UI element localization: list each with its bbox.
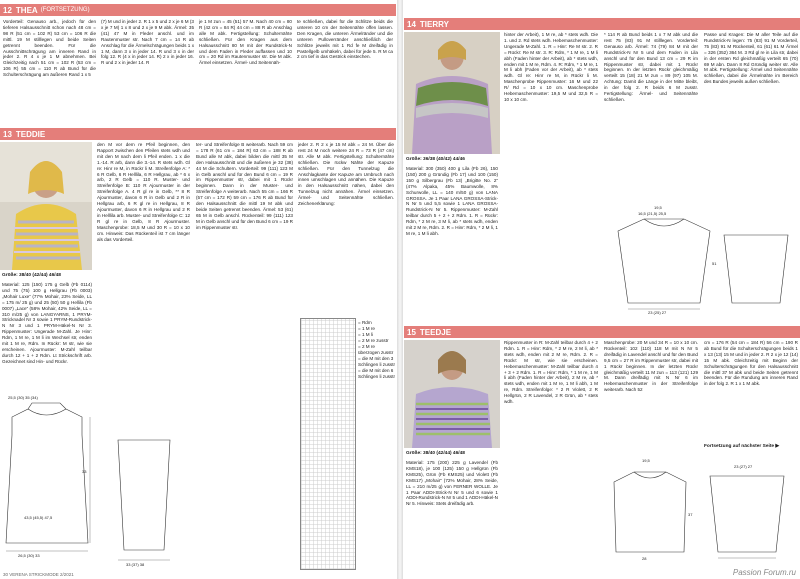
- teddie-number: 13: [3, 129, 12, 139]
- tierry-schematic-label-4: 23 (25) 27: [648, 310, 667, 315]
- legend-item-3: = 1 M li: [358, 332, 373, 337]
- teedje-schematic-label-2: 37: [688, 512, 693, 517]
- page-spine: [397, 0, 403, 579]
- teddie-sleeve-schematic: [98, 430, 190, 570]
- teedje-text-col-2: Rippenmuster in R: M-Zahl teilbar durch 4 + 2 Rdm. 1. R = Hinr: Rdm, * 2 M re, 2 M li, ab * stets wdh, enden mit 2 M re, Rdm. 2. R = Rückr: M str, wie sie erscheinen. Hebemaschenmuster: M-Zahl teilbar durch 4 + 3 + 2 Rdm. 1. R = Hinr: Rdm, * 1 M re, 1 M li abh (Faden hinter der Arbeit), 2 M re, ab * stets wdh, enden mit 1 M re, 1 M li abh, 1 M re, Rdm. Streifenfolge: * 2 R Violett, 2 R Hellgrün, 2 R Lavendel, 2 R Grün, ab * stets wdh.: [504, 340, 598, 405]
- tierry-photo: [404, 32, 500, 154]
- teddie-schematic-label-2: 33: [82, 469, 87, 474]
- teedje-photo: [404, 340, 500, 448]
- teedje-title: TEEDJE: [419, 327, 452, 337]
- tierry-size: Größe: 36/38 (40/42) 44/46: [406, 157, 465, 162]
- thea-text-col-4: te schließen, dabei für die Schlitze beids die unteren 10 cm der Seitennähte offen lassen. Den Kragen, die unteren Ärmelränder und die unteren Pulloverränder anschließlich der Schlitze jeweils mit 1 Rd fe M dreifädig in Pastellgelb umhäkeln, dabei für jede 5. R M ca 2 cm tief in das Gestrick einstechen.: [297, 19, 393, 60]
- thea-number: 12: [3, 5, 12, 15]
- thea-subtitle: (FORTSETZUNG): [40, 7, 90, 13]
- legend-item-7: = die M mit den 6 Schlingen li zusstr: [358, 368, 396, 379]
- teddie-schematic-label-1: 25,5 (30) 35 (34): [8, 395, 38, 400]
- teedje-number: 15: [407, 327, 416, 337]
- footer-left: 30 VERENA STRICKMODE 2/2021: [3, 572, 74, 577]
- legend-item-6: = die M mit den 3 Schlingen li zusstr: [358, 356, 396, 367]
- ajour-knit-chart: [300, 318, 356, 570]
- right-page: [404, 0, 800, 579]
- teddie-schematic-drawing: [2, 395, 94, 573]
- tierry-text-col-1: Material: 300 (350) 400 g Lila (Fb 26), 150 (150) 200 g Gründig (Fb 17) und 100 (150) 150 g Silbergrau (Fb 13) „Brigitte No. 2“ (47% Alpaka, 45% Baumwolle, 8% Schurwolle, LL = 140 m/50 g) von LANA GROSSA. Je 1 Paar LANA GROSSA-Strick-N Nr 5 und 5,5 sowie 1 LANA GROSSA-Rundstrick-N Nr 5. Rippenmuster: M-Zahl teilbar durch 5 + 2 + 2 Rdm. 1. R = Rückr: Rdm, * 2 M re, 3 M li, ab * stets wdh, enden mit 2 M re, Rdm. 2. R = Hinr: Rdm, * 2 M li, 1 M re, 1 M li abh.: [406, 166, 498, 236]
- teddie-header: [0, 128, 396, 140]
- watermark: Passion Forum.ru: [732, 568, 796, 577]
- teddie-title: TEDDIE: [15, 129, 46, 139]
- teddie-photo: [0, 142, 92, 270]
- legend-item-5: = 2 M re überzogen zusstr: [358, 344, 394, 355]
- legend-item-4: = 2 M re zusstr: [358, 338, 389, 343]
- teedje-text-col-4: cm = 176 R (54 cm = 184 R) 56 cm = 190 R ab Bund für die Schulterschrägungen beids 1 x 13 (13) 15 M und in jeder 2. R 2 x je 12 (14) 15 M abk. Gleichzeitig mit Beginn der Schulterschrägungen für den Halsausschnitt die mittl 37 M abk und beide Seiten getrennt beenden. Für die Rundung am inneren Rand in der folg 2. R 1 x 1 M abk.: [704, 340, 798, 387]
- teddie-sleeve-drawing: [98, 430, 190, 570]
- tierry-text-col-2: hinter der Arbeit), 1 M re, ab * stets wdh. Die 1. und 2. Rd stets wdh. Hebemaschenmuster: Ungerade M-Zahl. 1. R = Hinr: Re M str. 2. R = Rückr: Re M str. 3. R: Rdm, * 1 M re, 1 M li abh (Faden hinter der Arbeit), ab * stets wdh, enden mit 1 M re, Rdm. 4. R: Rdm, * 1 M re, 1 M li abh (Faden vor der Arbeit), ab * stets wdh. Gl re: Hinr re M, in Rückr li M. Maschenprobe Rippenmuster: 16 M und 22 R/ Rd = 10 x 10 cm. Maschenprobe Hebemaschenmuster: 19,5 M und 32,5 R = 10 x 10 cm.: [504, 32, 598, 102]
- tierry-schematic: [604, 205, 796, 317]
- left-page: [0, 0, 396, 579]
- teedje-header: [404, 326, 800, 338]
- thea-text-col-1: Vorderteil: Genauso arb., jedoch für den tieferen Halsausschnitt schon nach 48 cm = 98 R (51 cm = 102 R) 53 cm = 106 R die mittl. 19 M stilllegen und beide Seiten getrennt beenden. Für die Ausschnittschrägung am inneren Rand in jeder 2. R 4 x je 1 M abnehmen. Bei Gleichzeitig nach 51 cm = 102 R (53 cm = 106 R) 55 cm = 110 R ab Bund für die Schulterschrägung am äußeren Rand 1 x 5: [3, 19, 96, 78]
- teedje-schematic-label-3: 23 (27) 27: [734, 464, 753, 469]
- tierry-header: [404, 18, 800, 30]
- teedje-text-col-3: Maschenprobe: 20 M und 34 R = 10 x 10 cm. Rückenteil: 102 (110) 118 M mit N Nr 5 dreifädig in Lavendel anschl und für den Bund 9,5 cm = 27 R im Rippenmuster str, dabei mit 1 Rückr beginnen. In der letzten Rückr gleichmäßig verteilt 11 M zun = 113 (121) 129 M. Dann dreifädig mit N Nr 6 im Hebemaschenmuster in der Streifenfolge weiterarb. Nach 52: [604, 340, 698, 393]
- tierry-schematic-label-3: 51: [712, 261, 717, 266]
- thea-title: THEA: [15, 5, 38, 15]
- tierry-title: TIERRY: [419, 19, 449, 29]
- teddie-size: Größe: 38/40 (42/44) 46/48: [2, 273, 61, 278]
- teddie-photo-illustration: [0, 142, 92, 270]
- teedje-schematic-label-4: 28: [642, 556, 647, 561]
- teddie-schematic-label-3: 43,5 (45,5) 47,5: [24, 515, 53, 520]
- tierry-schematic-drawing: [604, 205, 796, 317]
- tierry-text-col-3: * 114 R ab Bund beids 1 x 7 M abk und die rest 75 (83) 91 M stilllegen. Vorderteil: Genauso arb. Ärmel: 74 (79) 84 M mit der Rundstrick-N Nr 5 und dem Faden in Lila anschl und für den Bund 13 cm = 29 R im Rippenmuster str, dabei mit 1 Rückr beginnen. In der letzten Rückr gleichmäßig verteilt 15 (18) 21 M zun = 89 (97) 105 M. Achtung: Damit die Länge in der Mitte bleibt, in der folg 2. R beids 6 M zusstr. Fertigstellung: Ärmel- und Seitennähte schließen.: [604, 32, 698, 102]
- tierry-photo-illustration: [404, 32, 500, 154]
- teddie-text-col-3: ter- und Streifenfolge B weiterarb. Nach 59 cm = 178 R (61 cm = 184 R) 63 cm = 188 R ab Bund alle M abk, dabei bilden die mittl 35 M den Halsausschnitt und die äußeren je 32 (38) 44 M die Schultern. Vorderteil: 99 (111) 123 M in Gelb anschl und für den Bund 6 cm = 19 R im Rippenmuster str, dabei mit 1 Rückr beginnen. Dann in der Muster- und Streifenfolge A weiterarb. Nach 55 cm = 166 R (57 cm = 172 R) 59 cm = 176 R ab Bund für den Halsausschnitt die mittl 19 M abk und beide Seiten getrennt beenden. Ärmel: 53 (61) 65 M in Gelb anschl. Rückenteil: 99 (111) 123 M in Gelb anschl und für den Bund 6 cm = 19 R im Rippenmuster str.: [196, 142, 293, 230]
- teedje-continue-note: Fortsetzung auf nächster Seite ▶: [704, 444, 780, 449]
- teddie-text-col-1: Material: 125 (150) 175 g Gelb (Fb 0114) und 75 (75) 100 g Hellgrau (Fb 0003) „Mohair Luxe“ (77% Mohair, 23% Seide, LL = 175 m/ 25 g) und 25 (50) 50 g Hellila (Fb 0007) „Lace“ (58% Mohair, 42% Seide, LL = 310 m/25 g) von LANGYARNS, 1 PRYM-Stricknadel Nr 3 sowie 1 PRYM-Rundstrick-N Nr 3 und 1 PRYM-Häkel-N Nr 3. Rippenmuster: Ungerade M-Zahl. Je Hinr: Rdm, 1 M re, 1 M li im Wechsel str, enden mit 1 M re, Rdm. In Rückr: M str, wie sie erscheinen. Ajourmuster: M-Zahl teilbar durch 12 + 1 + 2 Rdm. Lt Strickschrift arb. Gezeichnet sind Hin- und Rückr.: [2, 282, 92, 364]
- teedje-schematic-drawing: [604, 452, 796, 570]
- thea-text-col-2: (7) M und in jeder 2. R 1 x 5 und 2 x je 6 M (3 x je 7 M) 1 x 8 und 2 x je 9 M abk. Ärmel: 35 (41) 47 M in Fleder anschl. und im Rautenmuster str. Nach 7 cm = 14 R ab Anschlag für die Ärmelschrägungen beids 1 x 1 M, dann 3 x in jeder 14. R und 3 x in der folg 12. R (4 x in jeder 14. R) 2 x in jeder 16. R und 2 x in jeder 14. R: [101, 19, 194, 66]
- tierry-schematic-label-2: 16,5 (21,5) 25,5: [638, 211, 667, 216]
- tierry-schematic-label-1: 19,5: [654, 205, 662, 210]
- tierry-number: 14: [407, 19, 416, 29]
- legend-item-2: = 1 M re: [358, 326, 375, 331]
- chart-legend: [358, 320, 396, 380]
- teddie-schematic: [2, 395, 94, 573]
- teedje-schematic-label-1: 19,5: [642, 458, 650, 463]
- thea-header: [0, 4, 396, 16]
- tierry-text-col-4: Passe und Kragen: Die M aller Teile auf die Rundstrick-N legen: 75 (83) 91 M Vorderteil, 75 (83) 91 M Rückenteil, 61 (61) 61 M Ärmel = 326 (352) 364 M. 3 Rd gl re in Lila str, dabei in der ersten Rd gleichmäßig verteilt 65 (70) 69 M abn. Dann 8 Rd Gründig weiter str. Alle M abk. Fertigstellung: Ärmel und Seitennähte schließen, dabei die Ärmelnähte im Bereich des Bundes jeweils außen schließen.: [704, 32, 798, 85]
- teedje-text-col-1: Material: 175 (200) 225 g Lavendel (Fb KMS18), je 100 (125) 150 g Hellgrün (Fb KMS25), Grün (Fb KMS25) und Violett (Fb KMS17) „Mohair“ (72% Mohair, 28% Seide, LL = 210 m/25 g) von FERNER WOLLE. Je 1 Paar ADDI-Strick-N Nr 5 und 6 sowie 1 ADDI-Rundstrick-N Nr 5 und 1 ADDI-Häkel-N Nr 5. Hinweis: Stets dreifädig arb.: [406, 460, 498, 507]
- legend-item-1: = Rdm: [358, 320, 372, 325]
- teddie-text-col-2: den M vor dem re Pfeil beginnen, den Rapport zwischen den Pfeilen stets wdh und mit den M nach dem li Pfeil enden. 1 x die 1.-14. R arb, dann die 3.-14. R stets wdh. Gl re: Hinr re M, in Rückr li M. Streifenfolge A: * 6 R Gelb, 6 R Helllila, 6 R Hellgrau, ab * 6 x arb, 2 R Gelb = 110 R. Muster- und Streifenfolge B: 110 R Ajourmuster in der Streifenfolge A. 4 R gl re in Gelb, ** 8 R Ajourmuster, davon 6 R in Gelb und 2 R in Hellgrau arb, 6 R gl re in Hellgrau, 8 R Ajourmuster, davon 6 R in Hellgrau und 2 R in Helllila arb. Muster- und Streifenfolge C: 12 R gl re in Gelb, 8 R Ajourmuster. Maschenprobe: 18,5 M und 30 R = 10 x 10 cm. Hinweis: Das Rückenteil ist 7 cm länger als das Vorderteil.: [97, 142, 190, 242]
- teddie-sleeve-label: 33 (37) 38: [126, 562, 145, 567]
- thea-text-col-3: je 1 M zun = 45 (51) 57 M. Nach 40 cm = 80 R (42 cm = 84 R) 44 cm = 88 R ab Anschlag alle M abk. Fertigstellung: Schulternähte schließen. Für den Kragen aus dem Halsausschnitt 80 M mit der Rundstrick-N und dem Faden in Fleder auffassen und 10 cm = 20 Rd im Rautenmuster str. Die M abk. Ärmel einsetzen. Ärmel- und Seitennäh-: [199, 19, 292, 66]
- teedje-size: Größe: 38/40 (42/44) 46/48: [406, 451, 465, 456]
- teddie-schematic-label-4: 26,5 (30) 33: [18, 553, 40, 558]
- teddie-text-col-4: jeder 2. R 2 x je 15 M abk = 24 M. Über die rest 24 M noch weitere 24 R = 73 R (47 cm) str. Alle M abk. Fertigstellung: Schulternähte schließen. Die rückw Nähte der Kapuze schließen. Für den Tunnelzug die Anschlagkante der Kapuze am Umbruch nach innen umschlagen und annähen. Die Kapuze in den Halsausschnitt nähen, dabei den Tunnelzug nicht annähen. Ärmel einsetzen. Ärmel- und Seitennähte schließen. Zeichenerklärung:: [298, 142, 394, 207]
- teedje-photo-illustration: [404, 340, 500, 448]
- teedje-schematic: [604, 452, 796, 570]
